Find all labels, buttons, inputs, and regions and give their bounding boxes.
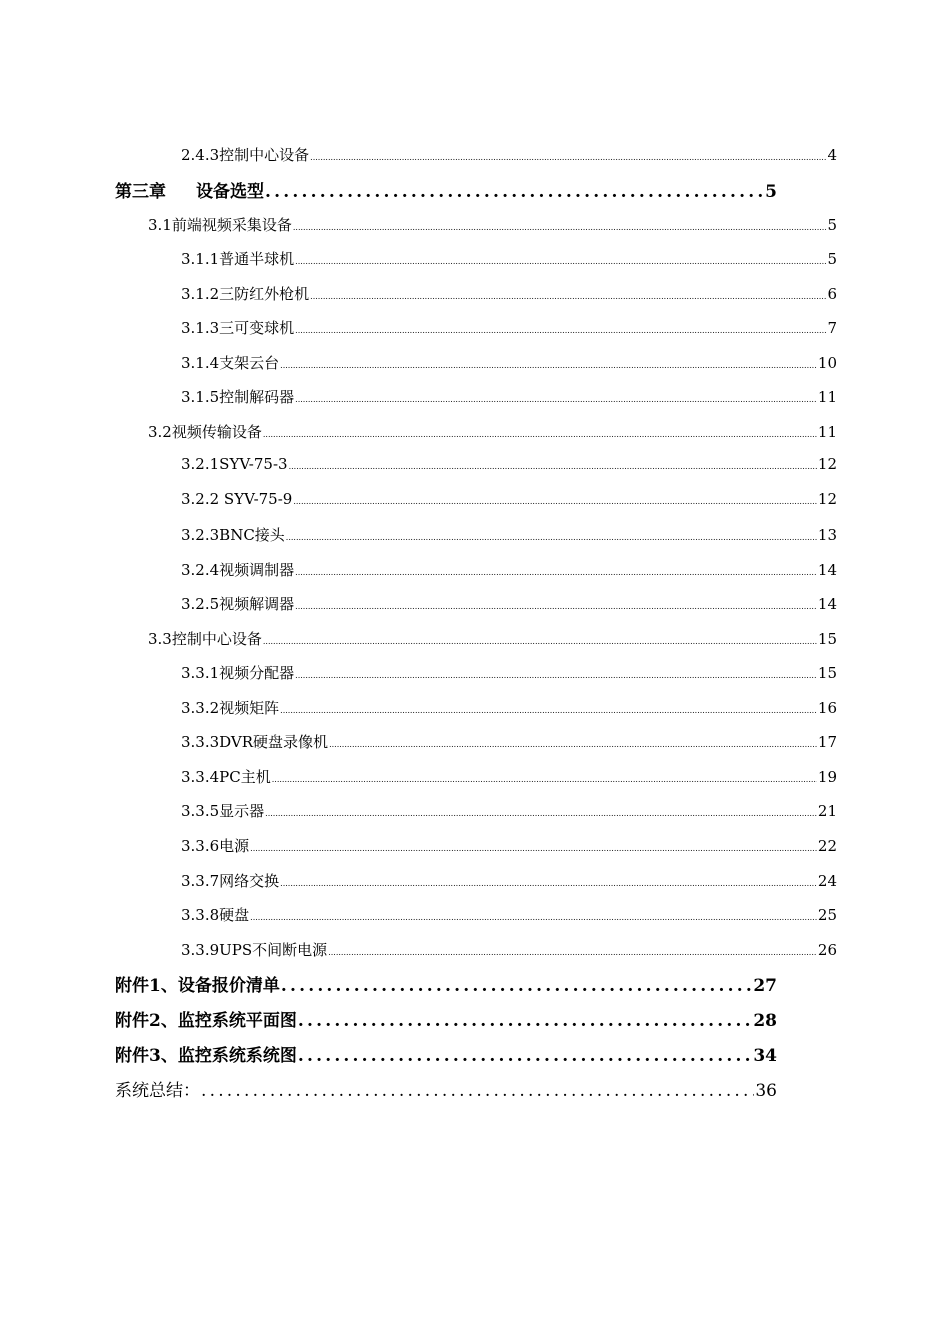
leader-dots: [293, 223, 827, 232]
toc-entry-label: 3.3.4PC主机: [181, 768, 271, 786]
toc-entry-page: 12: [817, 490, 837, 508]
toc-entry-label: 附件1、设备报价清单: [115, 976, 280, 996]
toc-entry-chapter-3[interactable]: [115, 177, 777, 201]
toc-entry-3-2[interactable]: [148, 421, 837, 441]
toc-entry-3-2-5[interactable]: [181, 593, 837, 613]
toc-entry-3-3-8[interactable]: [181, 904, 837, 924]
toc-entry-label: 3.3.6电源: [181, 837, 250, 855]
leader-dots: [328, 948, 817, 957]
leader-dots: [263, 430, 817, 439]
toc-entry-page: 17: [817, 733, 837, 751]
toc-entry-label: 3.2.4视频调制器: [181, 561, 295, 579]
toc-entry-page: 28: [753, 1011, 777, 1031]
toc-entry-label: 3.3控制中心设备: [148, 630, 262, 648]
toc-entry-appendix-2[interactable]: [115, 1006, 777, 1030]
leader-dots: [295, 395, 817, 404]
toc-entry-page: 12: [817, 455, 837, 473]
toc-entry-page: 26: [817, 941, 837, 959]
toc-entry-page: 4: [827, 146, 837, 164]
leader-dots: [280, 361, 817, 370]
toc-entry-label: 3.1.5控制解码器: [181, 388, 295, 406]
leader-dots: [293, 497, 817, 506]
toc-entry-appendix-3[interactable]: [115, 1041, 777, 1065]
toc-entry-page: 14: [817, 561, 837, 579]
toc-entry-3-3-2[interactable]: [181, 697, 837, 717]
leader-dots: [329, 740, 817, 749]
toc-entry-page: 22: [817, 837, 837, 855]
leader-dots: [280, 879, 817, 888]
leader-dots: [295, 568, 817, 577]
toc-entry-page: 10: [817, 354, 837, 372]
toc-entry-3-2-4[interactable]: [181, 559, 837, 579]
toc-entry-label: 3.3.8硬盘: [181, 906, 250, 924]
leader-dots: [272, 775, 817, 784]
toc-entry-2-4-3[interactable]: [181, 144, 837, 164]
leader-dots: [295, 602, 817, 611]
toc-entry-label: 3.1前端视频采集设备: [148, 216, 292, 234]
leader-dots: [250, 844, 817, 853]
toc-entry-3-3-4[interactable]: [181, 766, 837, 786]
toc-entry-page: 11: [817, 388, 837, 406]
toc-entry-page: 14: [817, 595, 837, 613]
toc-entry-label: 3.2.1SYV-75-3: [181, 455, 288, 473]
leader-dots: [298, 1011, 752, 1031]
leader-dots: [201, 1081, 754, 1101]
toc-entry-label: 附件2、监控系统平面图: [115, 1011, 297, 1031]
toc-entry-3-3-1[interactable]: [181, 662, 837, 682]
toc-entry-3-3[interactable]: [148, 628, 837, 648]
toc-entry-label: 系统总结：: [115, 1081, 200, 1101]
toc-entry-page: 6: [827, 285, 837, 303]
leader-dots: [265, 809, 817, 818]
leader-dots: [295, 326, 826, 335]
toc-entry-label: 3.3.9UPS不间断电源: [181, 941, 328, 959]
toc-entry-3-2-1[interactable]: [181, 455, 837, 475]
toc-entry-summary[interactable]: [115, 1076, 777, 1100]
toc-entry-label: 3.2视频传输设备: [148, 423, 262, 441]
toc-entry-page: 11: [817, 423, 837, 441]
leader-dots: [310, 292, 826, 301]
toc-entry-page: 27: [753, 976, 777, 996]
leader-dots: [310, 153, 826, 162]
toc-entry-page: 19: [817, 768, 837, 786]
leader-dots: [295, 671, 817, 680]
toc-entry-page: 36: [755, 1081, 777, 1101]
toc-entry-page: 5: [765, 182, 777, 202]
toc-entry-3-3-7[interactable]: [181, 870, 837, 890]
toc-entry-label: 3.2.2 SYV-75-9: [181, 490, 293, 508]
toc-entry-3-1[interactable]: [148, 214, 837, 234]
toc-entry-label: 3.3.1视频分配器: [181, 664, 295, 682]
toc-entry-page: 5: [827, 216, 837, 234]
toc-entry-label: [115, 177, 264, 202]
toc-entry-3-1-5[interactable]: [181, 386, 837, 406]
toc-entry-label: 3.1.2三防红外枪机: [181, 285, 310, 303]
toc-entry-page: 15: [817, 664, 837, 682]
leader-dots: [286, 533, 817, 542]
chapter-number: 第三章: [115, 182, 166, 202]
toc-entry-3-3-6[interactable]: [181, 835, 837, 855]
toc-entry-appendix-1[interactable]: [115, 971, 777, 995]
chapter-title: 设备选型: [196, 182, 264, 202]
toc-entry-label: 2.4.3控制中心设备: [181, 146, 310, 164]
leader-dots: [281, 976, 752, 996]
toc-entry-3-1-4[interactable]: [181, 352, 837, 372]
toc-entry-label: 3.3.2视频矩阵: [181, 699, 280, 717]
leader-dots: [265, 182, 764, 202]
toc-entry-3-3-9[interactable]: [181, 939, 837, 959]
toc-entry-3-3-3[interactable]: [181, 731, 837, 751]
toc-entry-3-1-1[interactable]: [181, 248, 837, 268]
toc-entry-page: 15: [817, 630, 837, 648]
toc-entry-label: 3.1.4支架云台: [181, 354, 280, 372]
leader-dots: [298, 1046, 752, 1066]
leader-dots: [280, 706, 817, 715]
toc-entry-page: 34: [753, 1046, 777, 1066]
toc-entry-3-3-5[interactable]: [181, 800, 837, 820]
toc-entry-page: 5: [827, 250, 837, 268]
toc-entry-page: 16: [817, 699, 837, 717]
toc-entry-label: 3.2.5视频解调器: [181, 595, 295, 613]
toc-entry-label: 3.3.5显示器: [181, 802, 265, 820]
toc-entry-3-2-2[interactable]: [181, 490, 837, 510]
toc-entry-page: 21: [817, 802, 837, 820]
toc-entry-3-1-2[interactable]: [181, 283, 837, 303]
toc-entry-label: 3.2.3BNC接头: [181, 526, 285, 544]
leader-dots: [263, 637, 817, 646]
toc-entry-page: 25: [817, 906, 837, 924]
leader-dots: [295, 257, 826, 266]
leader-dots: [289, 462, 817, 471]
toc-entry-page: 13: [817, 526, 837, 544]
toc-entry-label: 3.3.7网络交换: [181, 872, 280, 890]
toc-entry-label: 附件3、监控系统系统图: [115, 1046, 297, 1066]
toc-entry-page: 24: [817, 872, 837, 890]
toc-entry-label: 3.3.3DVR硬盘录像机: [181, 733, 329, 751]
toc-entry-page: 7: [827, 319, 837, 337]
toc-entry-label: 3.1.3三可变球机: [181, 319, 295, 337]
leader-dots: [250, 913, 817, 922]
toc-entry-3-1-3[interactable]: [181, 317, 837, 337]
toc-entry-label: 3.1.1普通半球机: [181, 250, 295, 268]
toc-entry-3-2-3[interactable]: [181, 524, 837, 544]
